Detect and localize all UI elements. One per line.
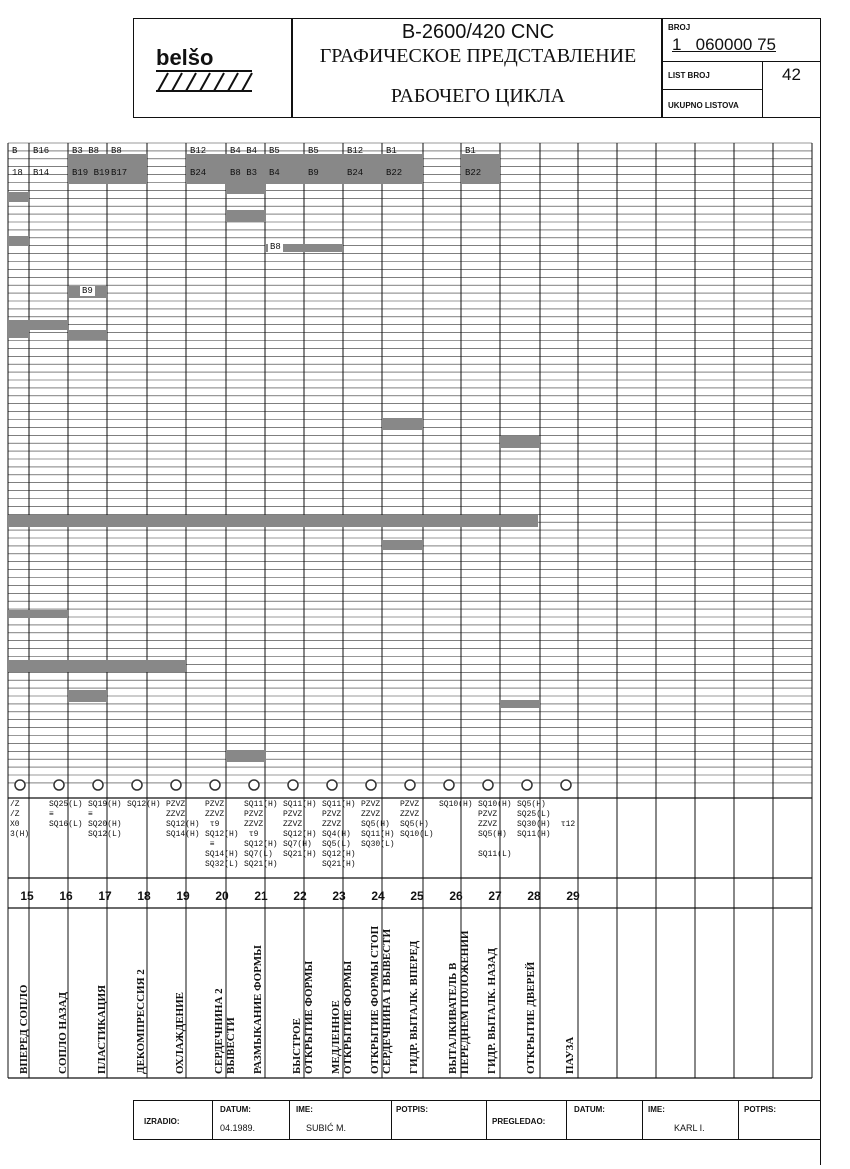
step-number: 20 bbox=[215, 889, 229, 903]
step-label: ПАУЗА bbox=[564, 1036, 576, 1074]
list-broj-value: 42 bbox=[782, 65, 801, 84]
signal-block bbox=[8, 236, 29, 246]
step-number: 28 bbox=[527, 889, 541, 903]
ime2-label: IME: bbox=[648, 1105, 665, 1114]
step-condition: SQ5(H) SQ25(L) SQ30(H) SQ11(H) bbox=[517, 800, 551, 839]
signal-top-label: B8 bbox=[111, 146, 122, 156]
signal-bottom-label: B17 bbox=[111, 168, 128, 178]
mid-mark-b9: B9 bbox=[82, 286, 93, 296]
potpis2-label: POTPIS: bbox=[744, 1105, 777, 1114]
step-label: ОТКРЫТИЕ ДВЕРЕЙ bbox=[525, 961, 537, 1074]
step-number: 15 bbox=[20, 889, 34, 903]
step-number: 16 bbox=[59, 889, 73, 903]
machine-model: B-2600/420 CNC bbox=[401, 21, 555, 43]
document-title: ГРАФИЧЕСКОЕ ПРЕДСТАВЛЕНИЕ bbox=[319, 45, 637, 67]
ukupno-label: UKUPNO LISTOVA bbox=[668, 101, 739, 110]
signal-block bbox=[8, 330, 29, 338]
signal-top-label: B5 bbox=[269, 146, 280, 156]
signal-block bbox=[382, 540, 423, 550]
step-marker bbox=[483, 780, 493, 790]
signal-bottom-label: 18 bbox=[12, 168, 23, 178]
broj-value: 1 060000 75 bbox=[672, 35, 776, 54]
logo-wordmark: belšo bbox=[156, 45, 214, 70]
step-condition: /Z /Z X0 3(H) bbox=[10, 800, 30, 839]
document-subtitle: РАБОЧЕГО ЦИКЛА bbox=[390, 85, 566, 107]
step-marker bbox=[327, 780, 337, 790]
step-number: 22 bbox=[293, 889, 307, 903]
signal-block bbox=[68, 690, 107, 702]
step-condition: τ12 bbox=[560, 820, 576, 829]
step-number: 23 bbox=[332, 889, 346, 903]
signal-bottom-label: B24 bbox=[347, 168, 364, 178]
step-condition: SQ10(H) PZVZ ZZVZ SQ5(H) SQ11(L) bbox=[478, 800, 512, 859]
signal-bottom-label: B8 B3 bbox=[230, 168, 258, 178]
step-marker bbox=[522, 780, 532, 790]
signal-bottom-label: B19 B19 bbox=[72, 168, 110, 178]
step-number: 18 bbox=[137, 889, 151, 903]
step-label: ПЛАСТИКАЦИЯ bbox=[96, 985, 108, 1074]
step-condition: SQ10(H) bbox=[439, 800, 473, 809]
broj-label: BROJ bbox=[668, 23, 691, 32]
step-number: 17 bbox=[98, 889, 112, 903]
step-marker bbox=[54, 780, 64, 790]
signal-bottom-label: B9 bbox=[308, 168, 319, 178]
step-label: ВПЕРЕД СОПЛО bbox=[18, 984, 30, 1074]
signal-block bbox=[8, 610, 68, 618]
signal-block bbox=[226, 750, 266, 762]
step-label: ДЕКОМПРЕССИЯ 2 bbox=[135, 969, 147, 1074]
step-number: 29 bbox=[566, 889, 580, 903]
step-label: ГИДР. ВЫТАЛК. ВПЕРЕД bbox=[408, 940, 420, 1074]
izradio-label: IZRADIO: bbox=[144, 1117, 180, 1126]
signal-block bbox=[382, 418, 423, 430]
step-marker bbox=[93, 780, 103, 790]
step-condition: SQ25(L) ≡ SQ16(L) bbox=[49, 800, 83, 829]
step-condition: PZVZ ZZVZ τ9 SQ12(H) ≡ SQ14(H) SQ32(L) bbox=[205, 800, 239, 869]
step-marker bbox=[132, 780, 142, 790]
signal-top-label: B16 bbox=[33, 146, 50, 156]
step-marker bbox=[171, 780, 181, 790]
step-condition: SQ19(H) ≡ SQ20(H) SQ12(L) bbox=[88, 800, 122, 839]
step-condition: SQ11(H) PZVZ ZZVZ SQ12(H) SQ7(H) SQ21(H) bbox=[283, 800, 317, 859]
step-label: РАЗМЫКАНИЕ ФОРМЫ bbox=[252, 945, 264, 1074]
step-label: ОТКРЫТИЕ ФОРМЫ СТОП СЕРДЕЧНИНА 1 ВЫВЕСТИ bbox=[369, 925, 393, 1074]
step-condition: PZVZ ZZVZ SQ5(H) SQ11(H) SQ30(L) bbox=[361, 800, 395, 849]
signal-bottom-label: B22 bbox=[465, 168, 482, 178]
datum2-label: DATUM: bbox=[574, 1105, 605, 1114]
signal-block bbox=[8, 320, 68, 330]
ime2-value: KARL I. bbox=[674, 1123, 705, 1133]
signal-block bbox=[226, 210, 266, 222]
step-marker bbox=[366, 780, 376, 790]
step-marker bbox=[210, 780, 220, 790]
signal-bottom-label: B4 bbox=[269, 168, 280, 178]
step-label: МЕДЛЕННОЕ ОТКРЫТИЕ ФОРМЫ bbox=[330, 960, 354, 1074]
signal-bottom-label: B24 bbox=[190, 168, 207, 178]
pregledao-label: PREGLEDAO: bbox=[492, 1117, 546, 1126]
signal-top-label: B1 bbox=[386, 146, 397, 156]
step-condition: SQ12(H) bbox=[127, 800, 161, 809]
step-marker bbox=[444, 780, 454, 790]
signal-block bbox=[500, 436, 540, 448]
step-number: 21 bbox=[254, 889, 268, 903]
step-label: ВЫТАЛКИВАТЕЛЬ В ПЕРЕДНЕМ ПОЛОЖЕНИИ bbox=[447, 930, 471, 1074]
step-marker bbox=[15, 780, 25, 790]
step-marker bbox=[288, 780, 298, 790]
signal-block bbox=[8, 660, 186, 672]
signal-top-label: B5 bbox=[308, 146, 319, 156]
ime-label: IME: bbox=[296, 1105, 313, 1114]
signal-block bbox=[8, 192, 29, 202]
signal-top-label: B3 B8 bbox=[72, 146, 100, 156]
ime-value: SUBIĆ M. bbox=[306, 1123, 347, 1133]
signal-bottom-label: B22 bbox=[386, 168, 403, 178]
signal-top-label: B1 bbox=[465, 146, 476, 156]
mid-mark-b8: B8 bbox=[270, 242, 281, 252]
step-condition: PZVZ ZZVZ SQ5(H) SQ10(L) bbox=[400, 800, 434, 839]
potpis-label: POTPIS: bbox=[396, 1105, 429, 1114]
step-label: СЕРДЕЧНИНА 2 ВЫВЕСТИ bbox=[213, 988, 237, 1074]
step-number: 24 bbox=[371, 889, 385, 903]
step-label: СОПЛО НАЗАД bbox=[57, 991, 69, 1074]
step-marker bbox=[561, 780, 571, 790]
step-condition: PZVZ ZZVZ SQ12(H) SQ14(H) bbox=[166, 800, 200, 839]
datum-value: 04.1989. bbox=[220, 1123, 256, 1133]
step-number: 19 bbox=[176, 889, 190, 903]
step-number: 26 bbox=[449, 889, 463, 903]
signal-block bbox=[68, 330, 107, 340]
signal-top-label: B12 bbox=[190, 146, 207, 156]
signal-bottom-label: B14 bbox=[33, 168, 50, 178]
step-marker bbox=[405, 780, 415, 790]
signal-top-label: B4 B4 bbox=[230, 146, 258, 156]
step-label: БЫСТРОЕ ОТКРЫТИЕ ФОРМЫ bbox=[291, 960, 315, 1074]
step-marker bbox=[249, 780, 259, 790]
signal-top-label: B12 bbox=[347, 146, 364, 156]
signal-top-label: B bbox=[12, 146, 18, 156]
step-condition: SQ11(H) PZVZ ZZVZ SQ4(H) SQ5(L) SQ12(H) SQ21(H) bbox=[322, 800, 356, 869]
step-label: ГИДР. ВЫТАЛК. НАЗАД bbox=[486, 947, 498, 1074]
step-number: 27 bbox=[488, 889, 502, 903]
footer-box bbox=[133, 1100, 821, 1140]
step-condition: SQ11(H) PZVZ ZZVZ τ9 SQ12(H) SQ7(L) SQ21(H) bbox=[244, 800, 278, 869]
step-number: 25 bbox=[410, 889, 424, 903]
step-label: ОХЛАЖДЕНИЕ bbox=[174, 991, 186, 1074]
signal-block bbox=[8, 515, 538, 527]
list-broj-label: LIST BROJ bbox=[668, 71, 710, 80]
datum-label: DATUM: bbox=[220, 1105, 251, 1114]
signal-block bbox=[500, 700, 540, 708]
